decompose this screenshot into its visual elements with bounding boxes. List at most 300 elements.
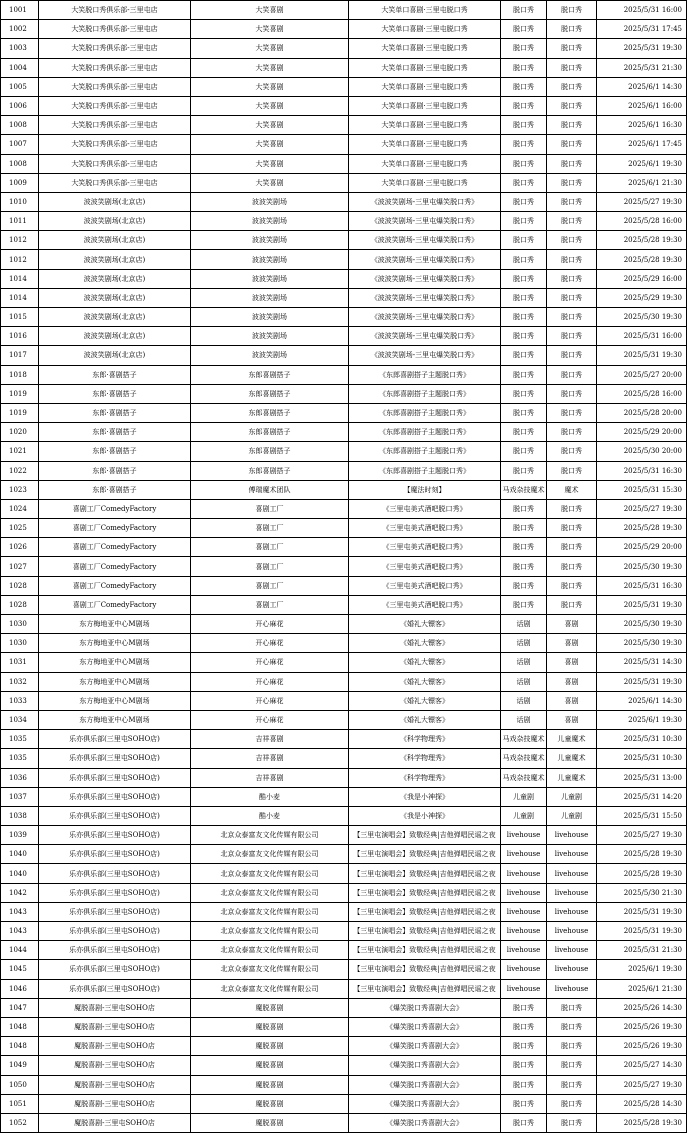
- category-cell: 马戏杂技魔术: [501, 480, 547, 499]
- venue-cell: 喜剧工厂ComedyFactory: [39, 576, 191, 595]
- show-title-cell: 《爆笑脱口秀喜剧大会》: [349, 1094, 501, 1113]
- subcategory-cell: 脱口秀: [547, 442, 597, 461]
- id-cell: 1038: [1, 806, 39, 825]
- id-cell: 1015: [1, 308, 39, 327]
- organizer-cell: 东郎喜剧搭子: [191, 384, 349, 403]
- organizer-cell: 大笑喜剧: [191, 173, 349, 192]
- table-row: [1, 58, 687, 77]
- venue-cell: 乐亦俱乐部(三里屯SOHO店): [39, 826, 191, 845]
- organizer-cell: 魔脱喜剧: [191, 1037, 349, 1056]
- show-title-cell: 《婚礼大镖客》: [349, 634, 501, 653]
- table-row: [1, 1056, 687, 1075]
- organizer-cell: 北京众泰富友文化传媒有限公司: [191, 826, 349, 845]
- venue-cell: 大笑脱口秀俱乐部-三里屯店: [39, 173, 191, 192]
- category-cell: 脱口秀: [501, 1037, 547, 1056]
- table-row: [1, 154, 687, 173]
- organizer-cell: 开心麻花: [191, 710, 349, 729]
- subcategory-cell: 脱口秀: [547, 538, 597, 557]
- subcategory-cell: 脱口秀: [547, 1113, 597, 1132]
- id-cell: 1049: [1, 1056, 39, 1075]
- table-row: [1, 384, 687, 403]
- organizer-cell: 大笑喜剧: [191, 116, 349, 135]
- datetime-cell: 2025/5/31 19:30: [597, 595, 687, 614]
- category-cell: 脱口秀: [501, 173, 547, 192]
- datetime-cell: 2025/5/26 19:30: [597, 1017, 687, 1036]
- datetime-cell: 2025/5/30 21:30: [597, 883, 687, 902]
- show-title-cell: 【三里屯演唱会】致敬经典|吉他弹唱民谣之夜: [349, 941, 501, 960]
- show-title-cell: 《婚礼大镖客》: [349, 672, 501, 691]
- venue-cell: 大笑脱口秀俱乐部-三里屯店: [39, 116, 191, 135]
- subcategory-cell: 脱口秀: [547, 173, 597, 192]
- table-row: [1, 77, 687, 96]
- category-cell: 脱口秀: [501, 346, 547, 365]
- category-cell: 脱口秀: [501, 461, 547, 480]
- table-row: [1, 192, 687, 211]
- organizer-cell: 北京众泰富友文化传媒有限公司: [191, 902, 349, 921]
- venue-cell: 喜剧工厂ComedyFactory: [39, 538, 191, 557]
- subcategory-cell: 脱口秀: [547, 557, 597, 576]
- category-cell: 脱口秀: [501, 77, 547, 96]
- show-title-cell: 《波波笑剧场-三里屯爆笑脱口秀》: [349, 212, 501, 231]
- show-title-cell: 【三里屯演唱会】致敬经典|吉他弹唱民谣之夜: [349, 845, 501, 864]
- table-row: [1, 883, 687, 902]
- organizer-cell: 东郎喜剧搭子: [191, 423, 349, 442]
- table-row: [1, 960, 687, 979]
- show-title-cell: 《波波笑剧场-三里屯爆笑脱口秀》: [349, 327, 501, 346]
- category-cell: livehouse: [501, 902, 547, 921]
- table-row: [1, 250, 687, 269]
- table-row: [1, 480, 687, 499]
- datetime-cell: 2025/5/31 10:30: [597, 749, 687, 768]
- category-cell: 脱口秀: [501, 192, 547, 211]
- venue-cell: 东方梅地亚中心M剧场: [39, 691, 191, 710]
- show-title-cell: 《东郎喜剧搭子主题脱口秀》: [349, 384, 501, 403]
- subcategory-cell: 脱口秀: [547, 20, 597, 39]
- id-cell: 1009: [1, 173, 39, 192]
- organizer-cell: 北京众泰富友文化传媒有限公司: [191, 845, 349, 864]
- subcategory-cell: 脱口秀: [547, 346, 597, 365]
- category-cell: 脱口秀: [501, 212, 547, 231]
- venue-cell: 喜剧工厂ComedyFactory: [39, 519, 191, 538]
- table-row: [1, 231, 687, 250]
- datetime-cell: 2025/6/1 17:45: [597, 135, 687, 154]
- category-cell: livehouse: [501, 883, 547, 902]
- id-cell: 1035: [1, 749, 39, 768]
- category-cell: 脱口秀: [501, 269, 547, 288]
- subcategory-cell: 脱口秀: [547, 288, 597, 307]
- datetime-cell: 2025/5/31 15:30: [597, 480, 687, 499]
- organizer-cell: 东郎喜剧搭子: [191, 461, 349, 480]
- show-title-cell: 【魔法时刻】: [349, 480, 501, 499]
- table-row: [1, 1017, 687, 1036]
- category-cell: 脱口秀: [501, 499, 547, 518]
- table-row: [1, 20, 687, 39]
- organizer-cell: 喜剧工厂: [191, 557, 349, 576]
- venue-cell: 波波笑剧场(北京店): [39, 308, 191, 327]
- id-cell: 1040: [1, 845, 39, 864]
- subcategory-cell: livehouse: [547, 826, 597, 845]
- subcategory-cell: 脱口秀: [547, 1094, 597, 1113]
- subcategory-cell: 脱口秀: [547, 576, 597, 595]
- id-cell: 1012: [1, 250, 39, 269]
- subcategory-cell: 脱口秀: [547, 519, 597, 538]
- organizer-cell: 波波笑剧场: [191, 346, 349, 365]
- show-title-cell: 《东郎喜剧搭子主题脱口秀》: [349, 423, 501, 442]
- show-title-cell: 《婚礼大镖客》: [349, 710, 501, 729]
- datetime-cell: 2025/5/27 19:30: [597, 499, 687, 518]
- category-cell: 脱口秀: [501, 576, 547, 595]
- venue-cell: 乐亦俱乐部(三里屯SOHO店): [39, 902, 191, 921]
- table-row: [1, 269, 687, 288]
- venue-cell: 魔脱喜剧-三里屯SOHO店: [39, 998, 191, 1017]
- category-cell: 脱口秀: [501, 1, 547, 20]
- datetime-cell: 2025/5/30 19:30: [597, 308, 687, 327]
- table-row: [1, 116, 687, 135]
- datetime-cell: 2025/5/27 14:30: [597, 1056, 687, 1075]
- id-cell: 1043: [1, 922, 39, 941]
- venue-cell: 乐亦俱乐部(三里屯SOHO店): [39, 787, 191, 806]
- venue-cell: 波波笑剧场(北京店): [39, 212, 191, 231]
- subcategory-cell: 脱口秀: [547, 423, 597, 442]
- organizer-cell: 大笑喜剧: [191, 77, 349, 96]
- subcategory-cell: 喜剧: [547, 691, 597, 710]
- show-title-cell: 《科学物理秀》: [349, 749, 501, 768]
- datetime-cell: 2025/5/27 19:30: [597, 1075, 687, 1094]
- datetime-cell: 2025/5/27 19:30: [597, 826, 687, 845]
- show-title-cell: 《波波笑剧场-三里屯爆笑脱口秀》: [349, 231, 501, 250]
- datetime-cell: 2025/6/1 19:30: [597, 154, 687, 173]
- category-cell: 脱口秀: [501, 423, 547, 442]
- venue-cell: 大笑脱口秀俱乐部-三里屯店: [39, 20, 191, 39]
- category-cell: 儿童剧: [501, 787, 547, 806]
- id-cell: 1030: [1, 634, 39, 653]
- subcategory-cell: 喜剧: [547, 653, 597, 672]
- subcategory-cell: 脱口秀: [547, 1037, 597, 1056]
- datetime-cell: 2025/5/26 19:30: [597, 1037, 687, 1056]
- subcategory-cell: 脱口秀: [547, 499, 597, 518]
- table-body: [1, 1, 687, 1133]
- id-cell: 1019: [1, 384, 39, 403]
- venue-cell: 东郎·喜剧搭子: [39, 403, 191, 422]
- datetime-cell: 2025/5/31 19:30: [597, 922, 687, 941]
- organizer-cell: 北京众泰富友文化传媒有限公司: [191, 883, 349, 902]
- table-row: [1, 1, 687, 20]
- venue-cell: 东方梅地亚中心M剧场: [39, 653, 191, 672]
- show-title-cell: 【三里屯演唱会】致敬经典|吉他弹唱民谣之夜: [349, 922, 501, 941]
- organizer-cell: 开心麻花: [191, 634, 349, 653]
- id-cell: 1024: [1, 499, 39, 518]
- subcategory-cell: 儿童魔术: [547, 768, 597, 787]
- organizer-cell: 开心麻花: [191, 672, 349, 691]
- datetime-cell: 2025/6/1 14:30: [597, 77, 687, 96]
- show-title-cell: 《婚礼大镖客》: [349, 615, 501, 634]
- venue-cell: 乐亦俱乐部(三里屯SOHO店): [39, 883, 191, 902]
- subcategory-cell: 脱口秀: [547, 58, 597, 77]
- datetime-cell: 2025/5/31 10:30: [597, 730, 687, 749]
- show-title-cell: 《东郎喜剧搭子主题脱口秀》: [349, 365, 501, 384]
- venue-cell: 波波笑剧场(北京店): [39, 192, 191, 211]
- category-cell: 脱口秀: [501, 58, 547, 77]
- table-row: [1, 826, 687, 845]
- table-row: [1, 1075, 687, 1094]
- subcategory-cell: 脱口秀: [547, 403, 597, 422]
- datetime-cell: 2025/6/1 19:30: [597, 710, 687, 729]
- datetime-cell: 2025/5/28 16:00: [597, 212, 687, 231]
- organizer-cell: 大笑喜剧: [191, 20, 349, 39]
- id-cell: 1037: [1, 787, 39, 806]
- show-title-cell: 《婚礼大镖客》: [349, 653, 501, 672]
- table-row: [1, 1094, 687, 1113]
- id-cell: 1010: [1, 192, 39, 211]
- organizer-cell: 酷小麦: [191, 806, 349, 825]
- datetime-cell: 2025/5/28 19:30: [597, 250, 687, 269]
- table-row: [1, 864, 687, 883]
- show-title-cell: 【三里屯演唱会】致敬经典|吉他弹唱民谣之夜: [349, 902, 501, 921]
- category-cell: 儿童剧: [501, 806, 547, 825]
- subcategory-cell: 脱口秀: [547, 595, 597, 614]
- datetime-cell: 2025/5/29 19:30: [597, 288, 687, 307]
- show-title-cell: 大笑单口喜剧·三里屯脱口秀: [349, 116, 501, 135]
- table-row: [1, 845, 687, 864]
- table-row: [1, 1113, 687, 1132]
- table-row: [1, 576, 687, 595]
- organizer-cell: 波波笑剧场: [191, 250, 349, 269]
- category-cell: 脱口秀: [501, 154, 547, 173]
- category-cell: 脱口秀: [501, 998, 547, 1017]
- venue-cell: 波波笑剧场(北京店): [39, 231, 191, 250]
- table-row: [1, 365, 687, 384]
- datetime-cell: 2025/5/30 19:30: [597, 634, 687, 653]
- category-cell: 脱口秀: [501, 96, 547, 115]
- id-cell: 1025: [1, 519, 39, 538]
- id-cell: 1048: [1, 1037, 39, 1056]
- organizer-cell: 波波笑剧场: [191, 231, 349, 250]
- organizer-cell: 吉祥喜剧: [191, 730, 349, 749]
- subcategory-cell: livehouse: [547, 845, 597, 864]
- show-title-cell: 【三里屯演唱会】致敬经典|吉他弹唱民谣之夜: [349, 826, 501, 845]
- id-cell: 1005: [1, 77, 39, 96]
- organizer-cell: 波波笑剧场: [191, 212, 349, 231]
- venue-cell: 大笑脱口秀俱乐部-三里屯店: [39, 39, 191, 58]
- id-cell: 1030: [1, 615, 39, 634]
- subcategory-cell: 喜剧: [547, 634, 597, 653]
- show-title-cell: 大笑单口喜剧·三里屯脱口秀: [349, 39, 501, 58]
- table-row: [1, 519, 687, 538]
- category-cell: 脱口秀: [501, 519, 547, 538]
- subcategory-cell: 脱口秀: [547, 1075, 597, 1094]
- subcategory-cell: 喜剧: [547, 615, 597, 634]
- category-cell: 脱口秀: [501, 442, 547, 461]
- datetime-cell: 2025/5/31 19:30: [597, 346, 687, 365]
- category-cell: 话剧: [501, 710, 547, 729]
- id-cell: 1026: [1, 538, 39, 557]
- venue-cell: 魔脱喜剧-三里屯SOHO店: [39, 1037, 191, 1056]
- show-title-cell: 大笑单口喜剧·三里屯脱口秀: [349, 1, 501, 20]
- show-title-cell: 《三里屯美式酒吧脱口秀》: [349, 499, 501, 518]
- category-cell: 脱口秀: [501, 1075, 547, 1094]
- organizer-cell: 喜剧工厂: [191, 538, 349, 557]
- datetime-cell: 2025/5/31 16:00: [597, 327, 687, 346]
- category-cell: 话剧: [501, 691, 547, 710]
- venue-cell: 乐亦俱乐部(三里屯SOHO店): [39, 768, 191, 787]
- id-cell: 1036: [1, 768, 39, 787]
- datetime-cell: 2025/5/28 19:30: [597, 231, 687, 250]
- datetime-cell: 2025/6/1 14:30: [597, 691, 687, 710]
- category-cell: 脱口秀: [501, 288, 547, 307]
- table-row: [1, 442, 687, 461]
- id-cell: 1040: [1, 864, 39, 883]
- category-cell: 脱口秀: [501, 1113, 547, 1132]
- organizer-cell: 魔脱喜剧: [191, 998, 349, 1017]
- datetime-cell: 2025/5/28 19:30: [597, 1113, 687, 1132]
- show-title-cell: 《我是小神探》: [349, 806, 501, 825]
- organizer-cell: 波波笑剧场: [191, 308, 349, 327]
- table-row: [1, 557, 687, 576]
- datetime-cell: 2025/6/1 21:30: [597, 173, 687, 192]
- organizer-cell: 东郎喜剧搭子: [191, 365, 349, 384]
- datetime-cell: 2025/5/31 16:30: [597, 576, 687, 595]
- table-row: [1, 787, 687, 806]
- subcategory-cell: 脱口秀: [547, 998, 597, 1017]
- id-cell: 1014: [1, 269, 39, 288]
- organizer-cell: 北京众泰富友文化传媒有限公司: [191, 864, 349, 883]
- show-title-cell: 《爆笑脱口秀喜剧大会》: [349, 1017, 501, 1036]
- table-row: [1, 538, 687, 557]
- venue-cell: 波波笑剧场(北京店): [39, 250, 191, 269]
- venue-cell: 东郎·喜剧搭子: [39, 365, 191, 384]
- organizer-cell: 开心麻花: [191, 691, 349, 710]
- show-title-cell: 【三里屯演唱会】致敬经典|吉他弹唱民谣之夜: [349, 960, 501, 979]
- show-title-cell: 《爆笑脱口秀喜剧大会》: [349, 998, 501, 1017]
- id-cell: 1031: [1, 653, 39, 672]
- venue-cell: 喜剧工厂ComedyFactory: [39, 499, 191, 518]
- subcategory-cell: 脱口秀: [547, 461, 597, 480]
- show-title-cell: 《波波笑剧场-三里屯爆笑脱口秀》: [349, 250, 501, 269]
- organizer-cell: 开心麻花: [191, 615, 349, 634]
- venue-cell: 东郎·喜剧搭子: [39, 480, 191, 499]
- subcategory-cell: 脱口秀: [547, 1017, 597, 1036]
- id-cell: 1043: [1, 902, 39, 921]
- id-cell: 1021: [1, 442, 39, 461]
- show-title-cell: 《三里屯美式酒吧脱口秀》: [349, 538, 501, 557]
- organizer-cell: 东郎喜剧搭子: [191, 403, 349, 422]
- table-row: [1, 998, 687, 1017]
- subcategory-cell: 魔术: [547, 480, 597, 499]
- datetime-cell: 2025/5/29 16:00: [597, 269, 687, 288]
- datetime-cell: 2025/5/31 19:30: [597, 39, 687, 58]
- organizer-cell: 喜剧工厂: [191, 576, 349, 595]
- venue-cell: 东方梅地亚中心M剧场: [39, 672, 191, 691]
- show-title-cell: 大笑单口喜剧·三里屯脱口秀: [349, 173, 501, 192]
- organizer-cell: 波波笑剧场: [191, 288, 349, 307]
- category-cell: 脱口秀: [501, 538, 547, 557]
- show-title-cell: 《爆笑脱口秀喜剧大会》: [349, 1075, 501, 1094]
- venue-cell: 波波笑剧场(北京店): [39, 346, 191, 365]
- organizer-cell: 波波笑剧场: [191, 327, 349, 346]
- id-cell: 1008: [1, 154, 39, 173]
- venue-cell: 魔脱喜剧-三里屯SOHO店: [39, 1113, 191, 1132]
- subcategory-cell: livehouse: [547, 979, 597, 998]
- show-title-cell: 大笑单口喜剧·三里屯脱口秀: [349, 20, 501, 39]
- datetime-cell: 2025/5/30 19:30: [597, 615, 687, 634]
- subcategory-cell: 儿童剧: [547, 787, 597, 806]
- datetime-cell: 2025/5/31 16:00: [597, 1, 687, 20]
- show-title-cell: 【三里屯演唱会】致敬经典|吉他弹唱民谣之夜: [349, 864, 501, 883]
- subcategory-cell: 儿童魔术: [547, 730, 597, 749]
- table-row: [1, 922, 687, 941]
- datetime-cell: 2025/5/31 14:20: [597, 787, 687, 806]
- datetime-cell: 2025/5/27 20:00: [597, 365, 687, 384]
- datetime-cell: 2025/6/1 19:30: [597, 960, 687, 979]
- datetime-cell: 2025/5/31 19:30: [597, 902, 687, 921]
- venue-cell: 东郎·喜剧搭子: [39, 442, 191, 461]
- show-title-cell: 《波波笑剧场-三里屯爆笑脱口秀》: [349, 192, 501, 211]
- organizer-cell: 酷小麦: [191, 787, 349, 806]
- subcategory-cell: 儿童魔术: [547, 749, 597, 768]
- category-cell: 脱口秀: [501, 135, 547, 154]
- table-row: [1, 423, 687, 442]
- venue-cell: 乐亦俱乐部(三里屯SOHO店): [39, 960, 191, 979]
- table-row: [1, 96, 687, 115]
- subcategory-cell: 脱口秀: [547, 269, 597, 288]
- id-cell: 1028: [1, 595, 39, 614]
- subcategory-cell: livehouse: [547, 922, 597, 941]
- venue-cell: 乐亦俱乐部(三里屯SOHO店): [39, 845, 191, 864]
- category-cell: livehouse: [501, 979, 547, 998]
- table-row: [1, 499, 687, 518]
- id-cell: 1020: [1, 423, 39, 442]
- table-row: [1, 806, 687, 825]
- venue-cell: 大笑脱口秀俱乐部-三里屯店: [39, 96, 191, 115]
- subcategory-cell: 脱口秀: [547, 135, 597, 154]
- category-cell: 马戏杂技魔术: [501, 730, 547, 749]
- venue-cell: 魔脱喜剧-三里屯SOHO店: [39, 1094, 191, 1113]
- organizer-cell: 大笑喜剧: [191, 135, 349, 154]
- datetime-cell: 2025/5/28 19:30: [597, 845, 687, 864]
- datetime-cell: 2025/5/28 19:30: [597, 519, 687, 538]
- id-cell: 1014: [1, 288, 39, 307]
- category-cell: 脱口秀: [501, 327, 547, 346]
- venue-cell: 波波笑剧场(北京店): [39, 269, 191, 288]
- organizer-cell: 大笑喜剧: [191, 1, 349, 20]
- organizer-cell: 北京众泰富友文化传媒有限公司: [191, 960, 349, 979]
- datetime-cell: 2025/5/31 21:30: [597, 941, 687, 960]
- datetime-cell: 2025/5/31 16:30: [597, 461, 687, 480]
- id-cell: 1047: [1, 998, 39, 1017]
- datetime-cell: 2025/5/31 19:30: [597, 672, 687, 691]
- subcategory-cell: livehouse: [547, 960, 597, 979]
- subcategory-cell: 喜剧: [547, 672, 597, 691]
- id-cell: 1039: [1, 826, 39, 845]
- id-cell: 1004: [1, 58, 39, 77]
- show-title-cell: 《爆笑脱口秀喜剧大会》: [349, 1113, 501, 1132]
- datetime-cell: 2025/5/29 20:00: [597, 423, 687, 442]
- table-row: [1, 288, 687, 307]
- organizer-cell: 吉祥喜剧: [191, 768, 349, 787]
- organizer-cell: 魔脱喜剧: [191, 1094, 349, 1113]
- id-cell: 1023: [1, 480, 39, 499]
- datetime-cell: 2025/5/29 20:00: [597, 538, 687, 557]
- category-cell: 脱口秀: [501, 39, 547, 58]
- venue-cell: 东郎·喜剧搭子: [39, 384, 191, 403]
- organizer-cell: 北京众泰富友文化传媒有限公司: [191, 922, 349, 941]
- show-title-cell: 大笑单口喜剧·三里屯脱口秀: [349, 154, 501, 173]
- subcategory-cell: livehouse: [547, 883, 597, 902]
- id-cell: 1044: [1, 941, 39, 960]
- venue-cell: 大笑脱口秀俱乐部-三里屯店: [39, 77, 191, 96]
- venue-cell: 大笑脱口秀俱乐部-三里屯店: [39, 154, 191, 173]
- organizer-cell: 魔脱喜剧: [191, 1056, 349, 1075]
